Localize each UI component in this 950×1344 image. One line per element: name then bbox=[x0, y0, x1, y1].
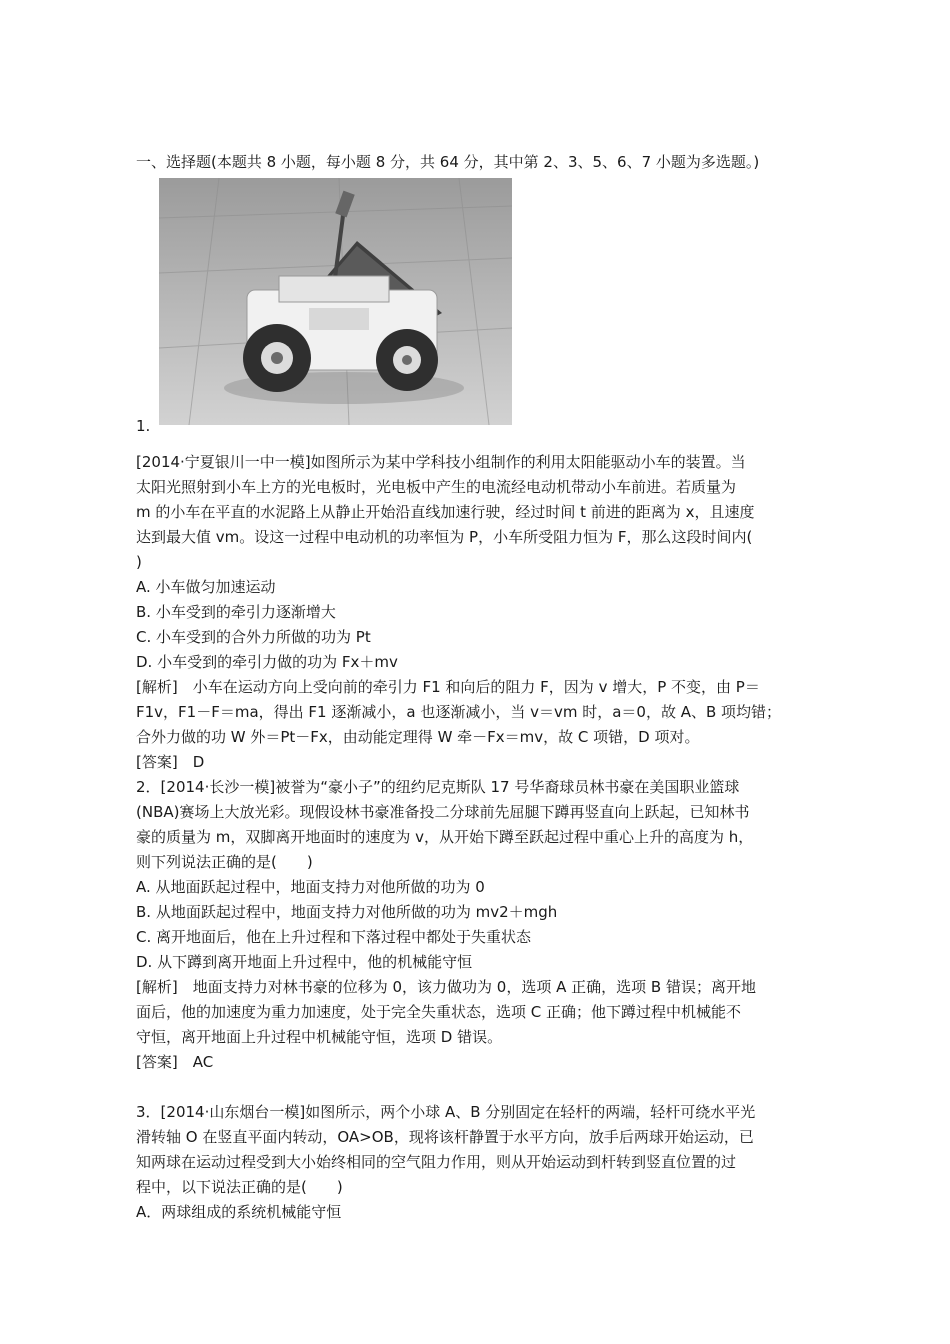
q2-option-b: B. 从地面跃起过程中，地面支持力对他所做的功为 mv2＋mgh bbox=[136, 903, 558, 921]
q1-option-a: A. 小车做匀加速运动 bbox=[136, 578, 276, 596]
q1-option-c: C. 小车受到的合外力所做的功为 Pt bbox=[136, 628, 371, 646]
q2-option-c: C. 离开地面后，他在上升过程和下落过程中都处于失重状态 bbox=[136, 928, 532, 946]
q3-option-a: A．两球组成的系统机械能守恒 bbox=[136, 1203, 342, 1221]
q1-number: 1. bbox=[136, 417, 151, 435]
q2-stem-line: 则下列说法正确的是( ) bbox=[136, 853, 313, 871]
q2-stem-line: 2．[2014·长沙一模]被誉为“豪小子”的纽约尼克斯队 17 号华裔球员林书豪在美国职业篮球 bbox=[136, 778, 740, 796]
q2-stem-line: 豪的质量为 m，双脚离开地面时的速度为 v，从开始下蹲至跃起过程中重心上升的高度为 h， bbox=[136, 828, 754, 846]
q1-option-b: B. 小车受到的牵引力逐渐增大 bbox=[136, 603, 336, 621]
q2-option-a: A. 从地面跃起过程中，地面支持力对他所做的功为 0 bbox=[136, 878, 485, 896]
q1-answer: [答案] D bbox=[136, 753, 205, 771]
q1-stem-line: 达到最大值 vm。设这一过程中电动机的功率恒为 P，小车所受阻力恒为 F，那么这段时间内( bbox=[136, 528, 753, 546]
q2-analysis-line: 守恒，离开地面上升过程中机械能守恒，选项 D 错误。 bbox=[136, 1028, 503, 1046]
q3-stem-line: 程中，以下说法正确的是( ) bbox=[136, 1178, 343, 1196]
section-title: 一、选择题(本题共 8 小题，每小题 8 分，共 64 分，其中第 2、3、5、6、7 小题为多选题。) bbox=[136, 153, 760, 171]
q1-analysis-line: 合外力做的功 W 外＝Pt－Fx，由动能定理得 W 牵－Fx＝mv，故 C 项错，D 项对。 bbox=[136, 728, 700, 746]
q1-stem-line: m 的小车在平直的水泥路上从静止开始沿直线加速行驶，经过时间 t 前进的距离为 x，且速度 bbox=[136, 503, 755, 521]
q3-stem-line: 3．[2014·山东烟台一模]如图所示，两个小球 A、B 分别固定在轻杆的两端，轻杆可绕水平光 bbox=[136, 1103, 756, 1121]
q1-analysis-line: F1v，F1－F＝ma，得出 F1 逐渐减小，a 也逐渐减小，当 v＝vm 时，a＝0，故 A、B 项均错； bbox=[136, 703, 782, 721]
q1-stem-line: 太阳光照射到小车上方的光电板时，光电板中产生的电流经电动机带动小车前进。若质量为 bbox=[136, 478, 737, 496]
q3-stem-line: 滑转轴 O 在竖直平面内转动，OA>OB，现将该杆静置于水平方向，放手后两球开始运动，已 bbox=[136, 1128, 754, 1146]
q2-analysis-line: [解析] 地面支持力对林书豪的位移为 0，该力做功为 0，选项 A 正确，选项 B 错误；离开地 bbox=[136, 978, 756, 996]
q1-stem-line: ) bbox=[136, 553, 142, 571]
solar-car-photo bbox=[159, 178, 512, 425]
q1-stem-line: [2014·宁夏银川一中一模]如图所示为某中学科技小组制作的利用太阳能驱动小车的装置。当 bbox=[136, 453, 746, 471]
q1-analysis-line: [解析] 小车在运动方向上受向前的牵引力 F1 和向后的阻力 F，因为 v 增大，P 不变，由 P＝ bbox=[136, 678, 760, 696]
q2-answer: [答案] AC bbox=[136, 1053, 214, 1071]
q2-analysis-line: 面后，他的加速度为重力加速度，处于完全失重状态，选项 C 正确；他下蹲过程中机械能不 bbox=[136, 1003, 742, 1021]
q3-stem-line: 知两球在运动过程受到大小始终相同的空气阻力作用，则从开始运动到杆转到竖直位置的过 bbox=[136, 1153, 737, 1171]
q2-option-d: D. 从下蹲到离开地面上升过程中，他的机械能守恒 bbox=[136, 953, 473, 971]
q1-option-d: D. 小车受到的牵引力做的功为 Fx＋mv bbox=[136, 653, 398, 671]
q2-stem-line: (NBA)赛场上大放光彩。现假设林书豪准备投二分球前先屈腿下蹲再竖直向上跃起，已知林书 bbox=[136, 803, 750, 821]
